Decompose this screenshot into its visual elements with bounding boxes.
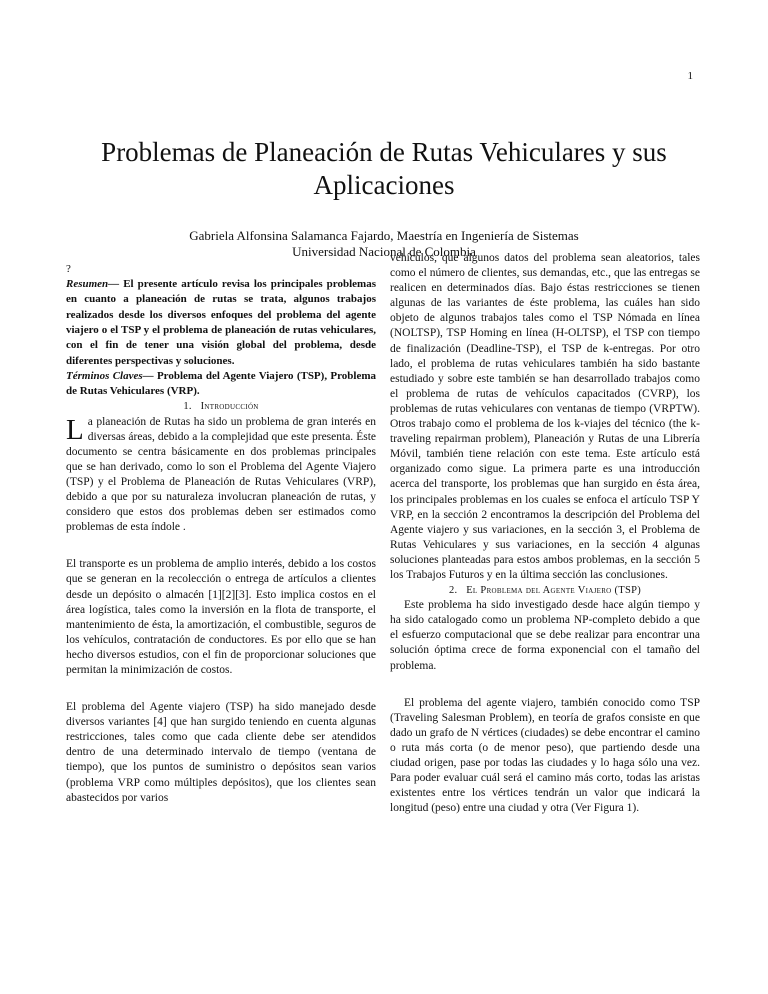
marker-text: ? [66,263,71,275]
section-title: El Problema del Agente Viajero (TSP) [466,585,642,597]
drop-cap: L [66,413,84,446]
abstract-label: Resumen— [66,278,120,291]
paper-title: Problemas de Planeación de Rutas Vehiculares y sus Aplicaciones [101,137,667,200]
abstract [66,277,376,369]
section-heading-1 [66,399,376,414]
affiliation-line: Universidad Nacional de Colombia [292,244,476,259]
intro-paragraph-2: El transporte es un problema de amplio interés, debido a los costos que se generan en la recolección o entrega de artículos a clientes desde un depósito o almacén [1][2][3]. Esto implica costos en el área logística, tales como la inversión en la flota de transporte, el mantenimiento de ésta, la amortización, el combustible, seguros de los vehículos, contratación de conductores. Es por ello que se han hecho diversos estudios, con el fin de proporcionar soluciones que permitan la minimización de costos. [66,558,376,676]
body-paragraph: El problema del agente viajero, también conocido como TSP (Traveling Salesman Problem), en teoría de grafos consiste en que dado un grafo de N vértices (ciudades) se debe encontrar el camino o ruta más corta (o de menor peso), que partiendo desde una ciudad origen, pase por todas las ciudades y lo haga sólo una vez. Para poder evaluar cuál será el camino más corto, todas las aristas existentes entre los vértices tendrán un valor que indicará la longitud (peso) entre una ciudad y otra (Ver Figura 1). [390,696,700,815]
body-paragraph: Este problema ha sido investigado desde hace algún tiempo y ha sido catalogado como un problema NP-completo debido a que el esfuerzo computacional que se debe realizar para encontrar una solución óptima crece de forma exponencial con el tamaño del problema. [390,599,700,672]
section-number: 2. [448,585,458,597]
intro-paragraph-1-text: a planeación de Rutas ha sido un problema de gran interés en diversas áreas, debido a la complejidad que este presenta. Éste documento se centra básicamente en dos problemas principales que se han derivado, como lo son el Problema del Agente Viajero (TSP) y el Problema de Planeación de Rutas Vehiculares (VRP), debido a que por su naturaleza involucran planeación de rutas, y considero que estos dos problemas deben ser estimados como problemas de esta índole . [66,415,376,534]
page-number: 1 [687,70,693,82]
intro-paragraph-3: El problema del Agente viajero (TSP) ha sido manejado desde diversos variantes [4] que han surgido teniendo en cuenta algunas restricciones, tales como que cada cliente debe ser atendidos dentro de una determinado intervalo de tiempo (ventana de tiempo), que los puntos de suministro o depósitos sean varios (problema VRP como múltiples depósitos), que los clientes sean abastecidos por varios [66,701,376,804]
left-column [66,262,376,806]
right-column [390,251,700,816]
section-title: Introducción [200,401,259,413]
keywords-label: Términos Claves— [66,369,154,382]
keywords-text: Problema del Agente Viajero (TSP), Problema de Rutas Vehiculares (VRP). [66,369,376,398]
section-heading-2 [390,583,700,598]
keywords [66,369,376,400]
author-line: Gabriela Alfonsina Salamanca Fajardo, Maestría en Ingeniería de Sistemas [189,228,579,243]
abstract-text: El presente artículo revisa los principales problemas en cuanto a planeación de rutas se trata, algunos trabajos realizados desde los diversos enfoques del problema del agente viajero o el TSP y el problema de planeación de rutas vehiculares, con el fin de tener una visión global del problema, desde diferentes perspectivas y soluciones. [66,278,376,367]
intro-paragraph-1 [66,415,376,536]
section-number: 1. [183,401,192,413]
body-paragraph: vehículos, que algunos datos del problema sean aleatorios, tales como el número de clientes, sus demandas, etc., que las entregas se realicen en determinados días. Bajo éstas restricciones se tienen algunas de las variantes de éste problema, las cuáles han sido objeto de algunos trabajos tales como el TSP Nómada en línea (NOLTSP), TSP Homing en línea (H-OLTSP), el TSP con tiempo de finalización (Deadline-TSP), el TSP de k-entregas. Por otro lado, el problema de rutas vehiculares también ha sido bastante estudiado y sobre este también se han desarrollado trabajos como el problema de rutas de vehículos capacitados (CVRP), los problemas de rutas vehiculares con ventanas de tiempo (VRPTW). Otros trabajo como el problema de los k-viajes del técnico (the k-traveling repairman problem), Planeación y Rutas de una Librería Móvil, también tiene relación con este tema. Este artículo está organizado como sigue. La primera parte es una introducción acerca del transporte, los problemas que han surgido en ésta área, los principales problemas en los cuales se enfoca el artículo TSP Y VRP, en la sección 2 encontramos la descripción del Problema del Agente viajero y sus variaciones, en la sección 3, el Problema de Rutas Vehiculares y sus variaciones, en la sección 4 algunas soluciones planteadas para estos ambos problemas, en la sección 5 los Trabajos Futuros y en la última sección las conclusiones. [390,252,700,581]
